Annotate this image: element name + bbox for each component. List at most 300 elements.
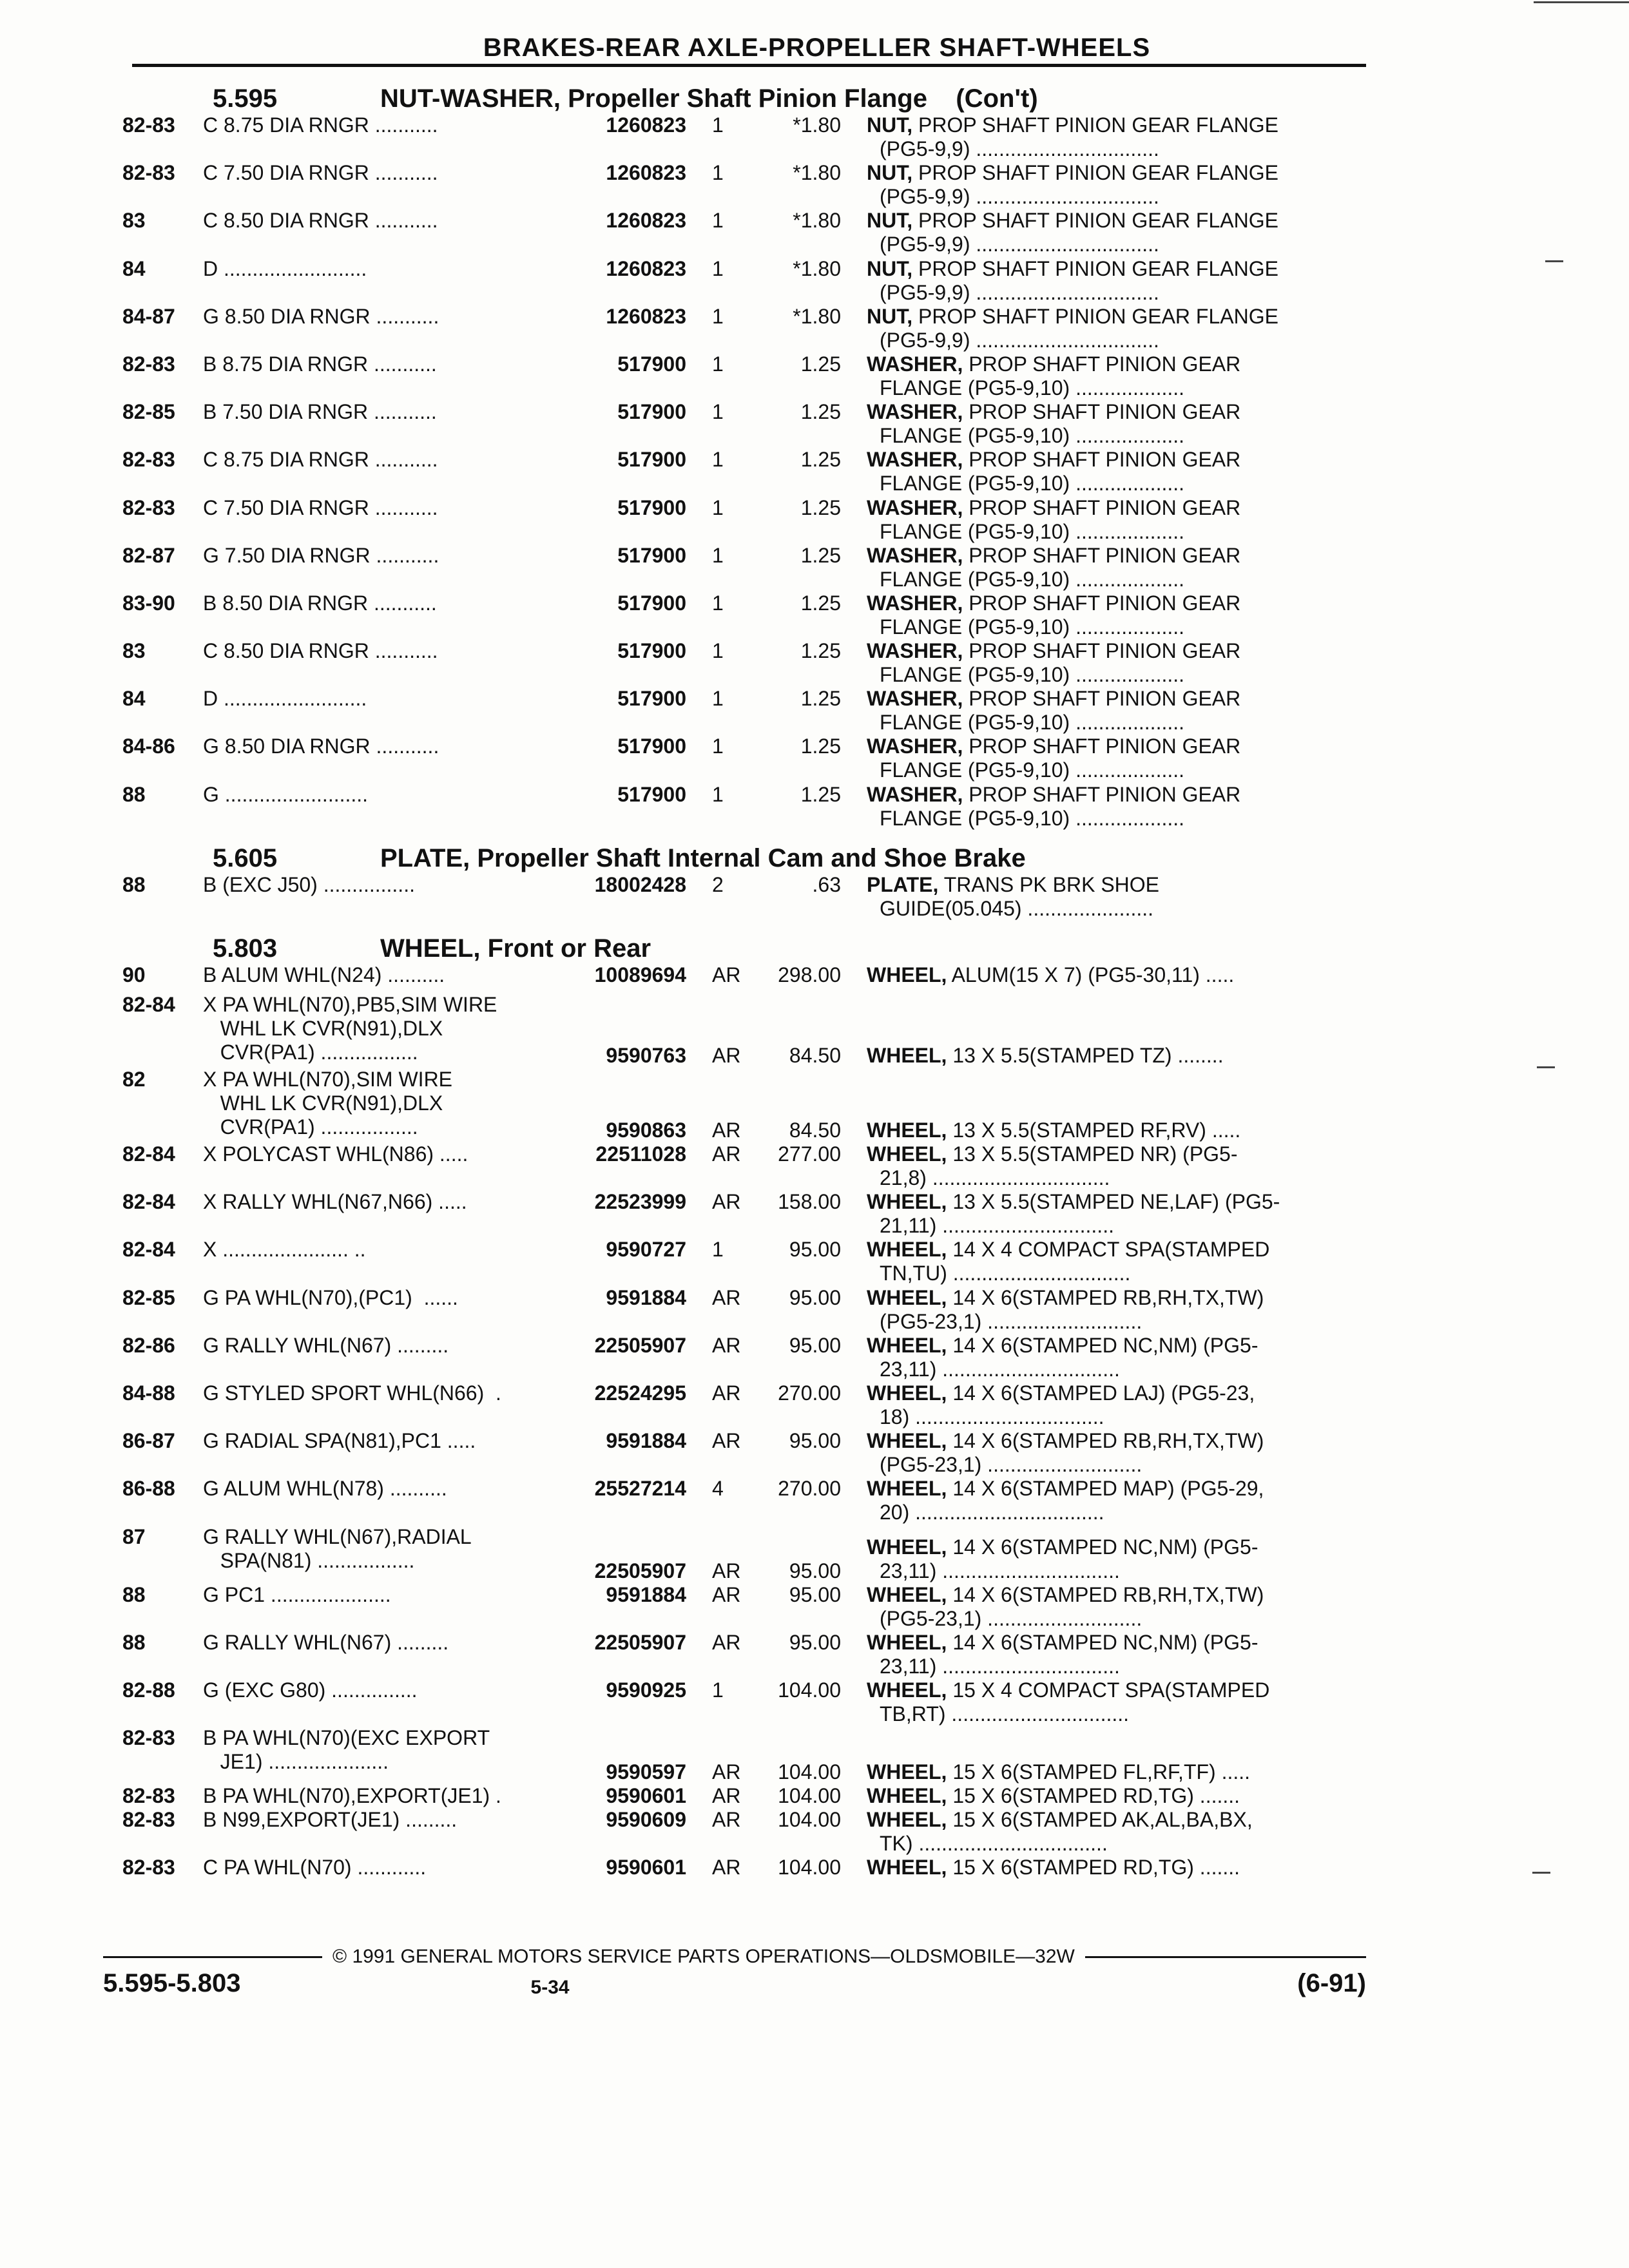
price: 95.00 xyxy=(789,1285,841,1309)
catalog-row xyxy=(122,735,1373,782)
price: 1.25 xyxy=(800,639,841,663)
part-name-line xyxy=(867,161,1331,185)
part-detail: PROP SHAFT PINION GEAR xyxy=(969,591,1241,615)
part-number: 1260823 xyxy=(606,304,686,328)
catalog-row xyxy=(122,448,1373,495)
catalog-row xyxy=(122,993,1373,1068)
usage-description xyxy=(203,352,551,400)
catalog-row xyxy=(122,963,1373,993)
model-years: 82-83 xyxy=(122,1726,175,1750)
quantity: 1 xyxy=(712,495,724,519)
quantity: 1 xyxy=(712,352,724,376)
part-noun: WHEEL, xyxy=(867,1238,947,1262)
part-name-line xyxy=(867,305,1331,329)
quantity: AR xyxy=(712,963,741,986)
part-number-cell xyxy=(551,783,686,831)
quantity: 1 xyxy=(712,448,724,472)
usage-line: G 8.50 DIA RNGR ........... xyxy=(203,304,439,328)
part-name-continuation: FLANGE (PG5-9,10) ................... xyxy=(880,424,1185,448)
part-noun: WHEEL, xyxy=(867,1760,947,1784)
part-number: 517900 xyxy=(617,352,686,376)
usage-line: G PA WHL(N70),(PC1) ...... xyxy=(203,1285,458,1309)
model-years: 84 xyxy=(122,687,146,711)
part-number: 517900 xyxy=(617,639,686,663)
usage-line: CVR(PA1) ................. xyxy=(203,1041,418,1064)
section-number: 5.605 xyxy=(213,843,278,872)
catalog-row xyxy=(122,687,1373,735)
catalog-row xyxy=(122,352,1373,400)
price: 95.00 xyxy=(789,1238,841,1262)
usage-line: C 7.50 DIA RNGR ........... xyxy=(203,161,438,185)
usage-description xyxy=(203,257,551,305)
part-number: 9591884 xyxy=(606,1285,686,1309)
part-noun: NUT, xyxy=(867,113,913,137)
model-years: 82-83 xyxy=(122,495,175,519)
part-number-cell xyxy=(551,1286,686,1334)
part-name-line xyxy=(867,1429,1331,1453)
part-number: 22505907 xyxy=(594,1559,686,1582)
part-name xyxy=(841,1334,1331,1381)
part-detail: 14 X 6(STAMPED NC,NM) (PG5- xyxy=(952,1535,1258,1559)
part-number: 10089694 xyxy=(594,963,686,986)
part-name xyxy=(841,735,1331,782)
quantity: 1 xyxy=(712,591,724,615)
price: *1.80 xyxy=(793,304,841,328)
usage-line: CVR(PA1) ................. xyxy=(203,1115,418,1139)
part-name-line xyxy=(867,1044,1331,1068)
part-number-cell xyxy=(551,1856,686,1903)
usage-line: G STYLED SPORT WHL(N66) . xyxy=(203,1381,501,1405)
price: 84.50 xyxy=(789,1044,841,1067)
part-name-continuation: (PG5-9,9) ................................ xyxy=(880,137,1159,160)
usage-line: D ......................... xyxy=(203,687,367,711)
price: 1.25 xyxy=(800,352,841,376)
part-number-cell xyxy=(551,257,686,305)
part-detail: PROP SHAFT PINION GEAR xyxy=(969,352,1241,376)
model-years: 82-85 xyxy=(122,1285,175,1309)
usage-line: C 8.50 DIA RNGR ........... xyxy=(203,639,438,663)
usage-description xyxy=(203,1381,551,1429)
price: 270.00 xyxy=(778,1381,841,1405)
part-name xyxy=(841,1142,1331,1190)
part-name-continuation: 18) ................................. xyxy=(880,1405,1104,1428)
quantity: 1 xyxy=(712,735,724,758)
part-noun: WHEEL, xyxy=(867,1429,947,1453)
part-detail: 14 X 6(STAMPED NC,NM) (PG5- xyxy=(952,1630,1258,1654)
part-number-cell xyxy=(551,161,686,209)
part-number: 22511028 xyxy=(595,1142,686,1166)
catalog-row xyxy=(122,1784,1373,1808)
part-number: 22505907 xyxy=(594,1333,686,1357)
part-detail: PROP SHAFT PINION GEAR FLANGE xyxy=(918,113,1278,137)
part-number: 25527214 xyxy=(594,1477,686,1501)
part-name-continuation: FLANGE (PG5-9,10) ................... xyxy=(880,663,1185,687)
part-detail: PROP SHAFT PINION GEAR FLANGE xyxy=(918,161,1278,185)
part-name xyxy=(841,873,1331,921)
part-name-line xyxy=(867,496,1331,520)
catalog-row xyxy=(122,209,1373,256)
part-name-continuation: (PG5-9,9) ................................ xyxy=(880,328,1159,352)
part-number-cell xyxy=(551,1736,686,1784)
price: 1.25 xyxy=(800,687,841,711)
part-number: 9590601 xyxy=(606,1856,686,1879)
part-name-continuation: FLANGE (PG5-9,10) ................... xyxy=(880,615,1185,639)
part-name-line xyxy=(867,113,1331,137)
usage-line: G ......................... xyxy=(203,782,369,806)
part-name-line xyxy=(867,1631,1331,1655)
usage-description xyxy=(203,305,551,352)
quantity: AR xyxy=(712,1856,741,1879)
quantity: 1 xyxy=(712,256,724,280)
model-years: 86-87 xyxy=(122,1429,175,1453)
part-name-continuation: FLANGE (PG5-9,10) ................... xyxy=(880,711,1185,735)
copyright-text: © 1991 GENERAL MOTORS SERVICE PARTS OPERATIONS—OLDSMOBILE—32W xyxy=(333,1946,1075,1967)
part-name xyxy=(841,544,1331,591)
usage-description xyxy=(203,639,551,687)
part-detail: 15 X 4 COMPACT SPA(STAMPED xyxy=(952,1678,1270,1702)
part-noun: WHEEL, xyxy=(867,1784,947,1808)
usage-line: C 8.75 DIA RNGR ........... xyxy=(203,448,438,472)
part-number-cell xyxy=(551,1429,686,1477)
part-noun: WASHER, xyxy=(867,543,963,567)
usage-description xyxy=(203,1678,551,1726)
part-noun: PLATE, xyxy=(867,872,939,896)
part-name-continuation: TB,RT) ............................... xyxy=(880,1702,1130,1725)
part-detail: PROP SHAFT PINION GEAR xyxy=(969,543,1241,567)
part-name-line xyxy=(867,400,1331,424)
part-number: 517900 xyxy=(617,687,686,711)
part-name xyxy=(841,639,1331,687)
model-years: 82 xyxy=(122,1068,146,1091)
page-footer xyxy=(103,1946,1366,1999)
part-name-line xyxy=(867,1583,1331,1607)
part-noun: WHEEL, xyxy=(867,1535,947,1559)
part-detail: 14 X 6(STAMPED MAP) (PG5-29, xyxy=(952,1477,1264,1501)
usage-description xyxy=(203,1068,551,1142)
part-noun: WASHER, xyxy=(867,639,963,663)
part-name xyxy=(841,1044,1331,1068)
part-name xyxy=(841,209,1331,256)
part-noun: NUT, xyxy=(867,161,913,185)
price: 1.25 xyxy=(800,591,841,615)
part-number: 9590597 xyxy=(606,1760,686,1784)
part-name-continuation: 20) ................................. xyxy=(880,1501,1104,1524)
part-name-continuation: (PG5-9,9) ................................ xyxy=(880,185,1159,209)
quantity: AR xyxy=(712,1044,741,1067)
part-number: 22523999 xyxy=(594,1190,686,1214)
usage-line: X POLYCAST WHL(N86) ..... xyxy=(203,1142,468,1166)
model-years: 88 xyxy=(122,1582,146,1606)
price: 104.00 xyxy=(778,1784,841,1808)
quantity: AR xyxy=(712,1190,741,1214)
part-number-cell xyxy=(551,1477,686,1524)
part-detail: PROP SHAFT PINION GEAR xyxy=(969,687,1241,711)
part-name-continuation: 23,11) ............................... xyxy=(880,1357,1120,1381)
usage-line: X PA WHL(N70),PB5,SIM WIRE xyxy=(203,993,497,1016)
usage-line: G (EXC G80) ............... xyxy=(203,1678,418,1702)
price: 1.25 xyxy=(800,495,841,519)
part-detail: 14 X 4 COMPACT SPA(STAMPED xyxy=(952,1238,1270,1262)
usage-description xyxy=(203,1142,551,1190)
part-detail: PROP SHAFT PINION GEAR xyxy=(969,400,1241,424)
part-name xyxy=(841,257,1331,305)
catalog-row xyxy=(122,1726,1373,1784)
model-years: 84-88 xyxy=(122,1381,175,1405)
model-years: 90 xyxy=(122,963,146,986)
part-name-line xyxy=(867,1856,1331,1879)
usage-description xyxy=(203,1190,551,1238)
part-number-cell xyxy=(551,591,686,639)
part-name xyxy=(841,687,1331,735)
catalog-row xyxy=(122,544,1373,591)
part-noun: WHEEL, xyxy=(867,1856,947,1879)
part-name xyxy=(841,1238,1331,1285)
part-name-line xyxy=(867,687,1331,711)
part-number: 517900 xyxy=(617,735,686,758)
part-noun: WHEEL, xyxy=(867,1808,947,1832)
part-name xyxy=(841,1535,1331,1583)
usage-line: WHL LK CVR(N91),DLX xyxy=(203,1017,443,1040)
part-number: 22505907 xyxy=(594,1630,686,1654)
part-noun: WHEEL, xyxy=(867,1190,947,1214)
part-name-line xyxy=(867,1760,1331,1784)
part-noun: NUT, xyxy=(867,209,913,233)
usage-line: D ......................... xyxy=(203,256,367,280)
part-name-line xyxy=(867,448,1331,472)
quantity: 1 xyxy=(712,639,724,663)
usage-line: WHL LK CVR(N91),DLX xyxy=(203,1091,443,1115)
part-name xyxy=(841,1808,1331,1856)
part-name-line xyxy=(867,544,1331,568)
header-rule xyxy=(132,64,1366,67)
usage-description xyxy=(203,1583,551,1631)
usage-line: G RADIAL SPA(N81),PC1 ..... xyxy=(203,1429,476,1453)
part-name-line xyxy=(867,873,1331,897)
part-number: 9590863 xyxy=(606,1119,686,1142)
part-name xyxy=(841,963,1331,993)
part-name-line xyxy=(867,783,1331,807)
part-detail: 14 X 6(STAMPED RB,RH,TX,TW) xyxy=(952,1285,1264,1309)
part-detail: 13 X 5.5(STAMPED NE,LAF) (PG5- xyxy=(952,1190,1280,1214)
usage-line: B 7.50 DIA RNGR ........... xyxy=(203,400,437,424)
part-name-continuation: FLANGE (PG5-9,10) ................... xyxy=(880,806,1185,830)
part-number-cell xyxy=(551,448,686,495)
part-noun: WHEEL, xyxy=(867,1142,947,1166)
price: *1.80 xyxy=(793,209,841,233)
quantity: 1 xyxy=(712,113,724,137)
catalog-row xyxy=(122,1142,1373,1190)
part-number-cell xyxy=(551,963,686,993)
price: 104.00 xyxy=(778,1808,841,1832)
part-detail: 15 X 6(STAMPED RD,TG) ....... xyxy=(952,1784,1240,1808)
part-number: 9590925 xyxy=(606,1678,686,1702)
catalog-row xyxy=(122,1678,1373,1726)
usage-description xyxy=(203,400,551,448)
usage-description xyxy=(203,1286,551,1334)
part-number-cell xyxy=(551,1190,686,1238)
quantity: 4 xyxy=(712,1477,724,1501)
part-number-cell xyxy=(551,1583,686,1631)
price: 298.00 xyxy=(778,963,841,986)
part-number-cell xyxy=(551,1631,686,1678)
price: 95.00 xyxy=(789,1429,841,1453)
price: 104.00 xyxy=(778,1760,841,1784)
usage-description xyxy=(203,1631,551,1678)
usage-description xyxy=(203,591,551,639)
model-years: 82-86 xyxy=(122,1333,175,1357)
price: 84.50 xyxy=(789,1119,841,1142)
part-noun: WASHER, xyxy=(867,687,963,711)
section-name: WHEEL, Front or Rear xyxy=(380,934,651,963)
part-name-continuation: 21,11) .............................. xyxy=(880,1214,1114,1238)
price: 95.00 xyxy=(789,1582,841,1606)
part-detail: PROP SHAFT PINION GEAR xyxy=(969,782,1241,806)
usage-description xyxy=(203,873,551,921)
part-name xyxy=(841,1190,1331,1238)
part-name-continuation: FLANGE (PG5-9,10) ................... xyxy=(880,519,1185,543)
section-name: PLATE, Propeller Shaft Internal Cam and Shoe Brake xyxy=(380,843,1026,872)
part-noun: NUT, xyxy=(867,304,913,328)
catalog-row xyxy=(122,1429,1373,1477)
model-years: 82-88 xyxy=(122,1678,175,1702)
price: 95.00 xyxy=(789,1559,841,1582)
part-name xyxy=(841,1784,1331,1808)
model-years: 88 xyxy=(122,872,146,896)
price: *1.80 xyxy=(793,113,841,137)
part-name xyxy=(841,161,1331,209)
usage-description xyxy=(203,544,551,591)
usage-description xyxy=(203,1784,551,1808)
part-noun: WHEEL, xyxy=(867,963,947,986)
quantity: AR xyxy=(712,1760,741,1784)
part-name xyxy=(841,113,1331,161)
part-number-cell xyxy=(551,544,686,591)
usage-description xyxy=(203,963,551,993)
usage-line: JE1) ..................... xyxy=(203,1750,389,1774)
usage-line: B PA WHL(N70),EXPORT(JE1) . xyxy=(203,1784,501,1808)
page-title: BRAKES-REAR AXLE-PROPELLER SHAFT-WHEELS xyxy=(483,34,1151,62)
part-number-cell xyxy=(551,735,686,782)
usage-line: G 7.50 DIA RNGR ........... xyxy=(203,543,439,567)
model-years: 82-83 xyxy=(122,161,175,185)
part-name xyxy=(841,1477,1331,1524)
part-number-cell xyxy=(551,1142,686,1190)
part-noun: WASHER, xyxy=(867,495,963,519)
part-name-line xyxy=(867,1238,1331,1262)
usage-description xyxy=(203,1856,551,1903)
part-number: 1260823 xyxy=(606,113,686,137)
part-number-cell xyxy=(551,400,686,448)
usage-description xyxy=(203,448,551,495)
part-number: 22524295 xyxy=(594,1381,686,1405)
part-number-cell xyxy=(551,996,686,1068)
part-number-cell xyxy=(551,113,686,161)
section-range: 5.595-5.803 xyxy=(103,1969,241,1997)
part-detail: 15 X 6(STAMPED AK,AL,BA,BX, xyxy=(952,1808,1253,1832)
copyright-line xyxy=(103,1946,1366,1968)
part-noun: WHEEL, xyxy=(867,1477,947,1501)
quantity: AR xyxy=(712,1808,741,1832)
price: 158.00 xyxy=(778,1190,841,1214)
part-detail: 14 X 6(STAMPED NC,NM) (PG5- xyxy=(952,1333,1258,1357)
usage-line: G 8.50 DIA RNGR ........... xyxy=(203,735,439,758)
quantity: AR xyxy=(712,1381,741,1405)
section-name: NUT-WASHER, Propeller Shaft Pinion Flange (Con't) xyxy=(380,84,1038,113)
part-number: 517900 xyxy=(617,591,686,615)
usage-line: B 8.50 DIA RNGR ........... xyxy=(203,591,437,615)
part-detail: 15 X 6(STAMPED FL,RF,TF) ..... xyxy=(952,1760,1251,1784)
part-number: 9591884 xyxy=(606,1582,686,1606)
usage-line: G PC1 ..................... xyxy=(203,1582,391,1606)
part-detail: 14 X 6(STAMPED RB,RH,TX,TW) xyxy=(952,1582,1264,1606)
part-noun: WHEEL, xyxy=(867,1333,947,1357)
part-detail: TRANS PK BRK SHOE xyxy=(943,872,1160,896)
part-name-continuation: 23,11) ............................... xyxy=(880,1559,1120,1582)
part-name xyxy=(841,1583,1331,1631)
part-noun: WASHER, xyxy=(867,735,963,758)
parts-catalog xyxy=(122,84,1373,1903)
part-noun: WHEEL, xyxy=(867,1381,947,1405)
part-noun: WASHER, xyxy=(867,352,963,376)
part-number-cell xyxy=(551,352,686,400)
usage-line: C PA WHL(N70) ............ xyxy=(203,1856,427,1879)
catalog-row xyxy=(122,1808,1373,1856)
usage-description xyxy=(203,1238,551,1285)
part-detail: 13 X 5.5(STAMPED NR) (PG5- xyxy=(952,1142,1238,1166)
catalog-row xyxy=(122,496,1373,544)
part-name-line xyxy=(867,1477,1331,1501)
part-number: 9590609 xyxy=(606,1808,686,1832)
usage-description xyxy=(203,687,551,735)
part-detail: PROP SHAFT PINION GEAR xyxy=(969,735,1241,758)
part-detail: PROP SHAFT PINION GEAR FLANGE xyxy=(918,209,1278,233)
part-number-cell xyxy=(551,1678,686,1726)
price: 95.00 xyxy=(789,1333,841,1357)
part-name-continuation: 23,11) ............................... xyxy=(880,1654,1120,1678)
usage-description xyxy=(203,1477,551,1524)
part-name-line xyxy=(867,1119,1331,1142)
quantity: AR xyxy=(712,1559,741,1582)
part-name xyxy=(841,1856,1331,1903)
catalog-row xyxy=(122,1381,1373,1429)
catalog-row xyxy=(122,639,1373,687)
usage-line: B ALUM WHL(N24) .......... xyxy=(203,963,445,986)
part-number-cell xyxy=(551,1071,686,1142)
part-name-line xyxy=(867,963,1331,987)
catalog-row xyxy=(122,257,1373,305)
part-number-cell xyxy=(551,1381,686,1429)
section-number: 5.595 xyxy=(213,84,278,113)
part-noun: WASHER, xyxy=(867,782,963,806)
part-number-cell xyxy=(551,1238,686,1285)
model-years: 82-83 xyxy=(122,1856,175,1879)
part-noun: WHEEL, xyxy=(867,1630,947,1654)
usage-description xyxy=(203,113,551,161)
part-noun: WHEEL, xyxy=(867,1119,947,1142)
catalog-row xyxy=(122,305,1373,352)
part-detail: 13 X 5.5(STAMPED TZ) ........ xyxy=(952,1044,1224,1067)
model-years: 84-86 xyxy=(122,735,175,758)
quantity: AR xyxy=(712,1333,741,1357)
part-number: 9590727 xyxy=(606,1238,686,1262)
usage-description xyxy=(203,1334,551,1381)
part-detail: PROP SHAFT PINION GEAR xyxy=(969,495,1241,519)
part-name-continuation: FLANGE (PG5-9,10) ................... xyxy=(880,376,1185,399)
part-number-cell xyxy=(551,1784,686,1808)
part-noun: WASHER, xyxy=(867,591,963,615)
part-name-line xyxy=(867,1381,1331,1405)
catalog-row xyxy=(122,1068,1373,1142)
